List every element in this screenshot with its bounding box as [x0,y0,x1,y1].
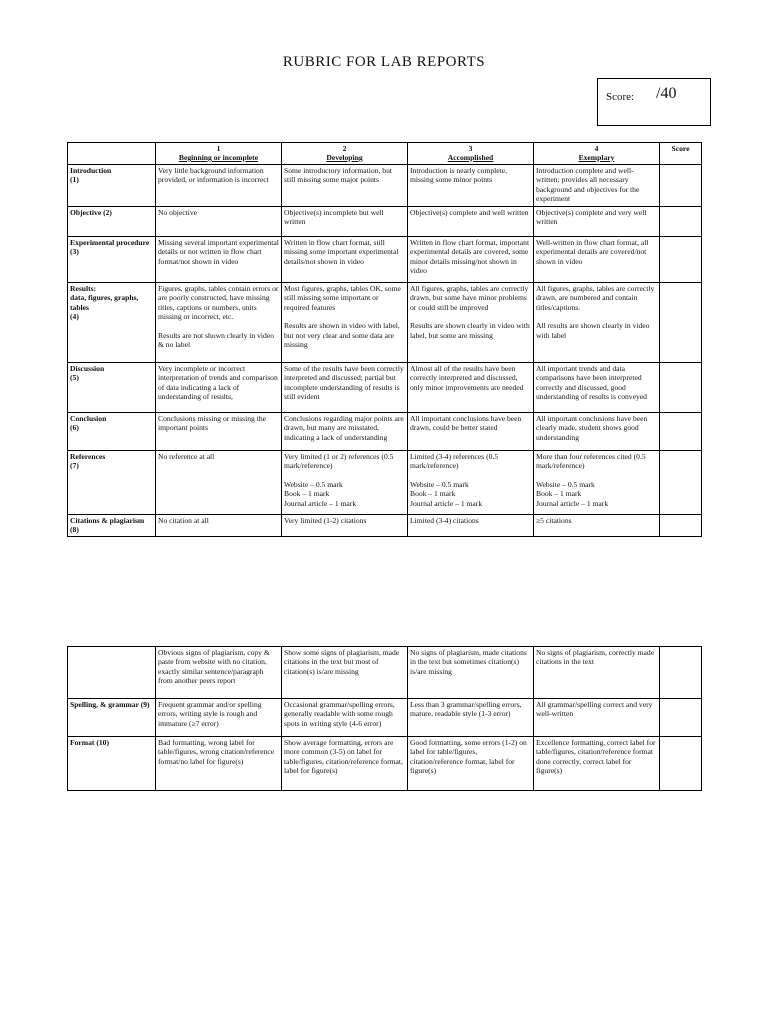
cell-text: Results are not shown clearly in video & no label [158,330,274,350]
rubric-cell [408,165,534,207]
cell-text: All important conclusions have been drawn, could be better stated [410,414,522,433]
cell-text: Some introductory information, but still missing some major points [284,166,392,185]
rubric-cell [408,451,534,515]
criterion-text: (5) [70,373,79,383]
rubric-cell [156,283,282,363]
criterion-cell [68,207,156,237]
criterion-text: Objective (2) [70,208,112,217]
cell-text: Frequent grammar and/or spelling errors, writing style is rough and immature (≥7 error) [158,700,262,728]
cell-text: Occasional grammar/spelling errors, generally readable with some rough spots in writing style (4-6 error) [284,700,395,728]
rubric-cell [408,737,534,791]
cell-text: Most figures, graphs, tables OK, some still missing some important or required features [284,284,401,312]
rubric-cell [156,737,282,791]
rubric-cell [282,737,408,791]
cell-text: Excellence formatting, correct label for table/figures, citation/reference format done correctly, correct label for figure(s) [536,738,656,776]
rubric-cell [408,515,534,537]
cell-text: Written in flow chart format, important experimental details are covered, some minor details missing/not shown in video [410,238,530,276]
level-header: 3 Accomplished [408,143,534,165]
cell-text: Book – 1 mark [410,489,456,499]
cell-text: Well-written in flow chart format, all experimental details are covered/not shown in video [536,238,649,266]
cell-text: Conclusions missing or missing the important points [158,414,267,433]
cell-text: Journal article – 1 mark [536,498,609,508]
cell-text: Obvious signs of plagiarism, copy & paste from website with no citation, exactly similar sentence/paragraph from another peers report [158,648,270,686]
cell-text: No citation at all [158,516,209,525]
cell-text: Written in flow chart format, still missing some important experimental details/not shown in video [284,238,399,266]
criterion-cell [68,237,156,283]
table-row [68,515,702,537]
cell-text: Very limited (1 or 2) references (0.5 mark/reference) [284,452,394,471]
cell-text: All important trends and data comparisons have been interpreted correctly and discussed, good understanding of results is conveyed [536,364,647,402]
rubric-cell [156,647,282,699]
table-row [68,207,702,237]
cell-text: All results are shown clearly in video with label [536,321,650,340]
rubric-cell [282,451,408,515]
cell-text: Very incomplete or incorrect interpretation of trends and comparison of data indicating a lack of understanding of results, [158,364,278,402]
cell-text: Results are shown in video with label, but not very clear and some data are missing [284,321,400,350]
level-header: 1 Beginning or incomplete [156,143,282,165]
criterion-cell [68,647,156,699]
cell-text: Journal article – 1 mark [410,498,483,508]
criterion-cell [68,515,156,537]
score-cell[interactable] [660,737,702,791]
criterion-cell [68,363,156,413]
table-row [68,165,702,207]
table-row [68,647,702,699]
rubric-cell [534,737,660,791]
table-row [68,699,702,737]
rubric-cell [408,363,534,413]
score-cell[interactable] [660,515,702,537]
rubric-cell [156,699,282,737]
criterion-cell [68,737,156,791]
cell-text: Less than 3 grammar/spelling errors, mature, readable style (1-3 error) [410,700,522,719]
rubric-cell [282,647,408,699]
cell-text: Book – 1 mark [536,489,582,499]
cell-text: Some of the results have been correctly interpreted and discussed; partial but incomplete understanding of results is still evident [284,364,404,402]
rubric-cell [282,207,408,237]
level-header: 2 Developing [282,143,408,165]
cell-text: All figures, graphs, tables are correctly drawn, are numbered and contain titles/captions. [536,284,655,312]
criterion-text: Format (10) [70,738,110,747]
table-row [68,283,702,363]
cell-text: Bad formatting, wrong label for table/figures, wrong citation/reference format/no label for figure(s) [158,738,275,766]
cell-text: Introduction is nearly complete, missing some minor points [410,166,508,185]
cell-text: Results are shown clearly in video with label, but some are missing [410,321,530,340]
cell-text: All important conclusions have been clearly made, student shows good understanding [536,414,648,442]
cell-text: Book – 1 mark [284,489,330,499]
cell-text: Missing several important experimental details or not written in flow chart format/not shown in video [158,238,279,266]
criterion-cell [68,165,156,207]
cell-text: Conclusions regarding major points are drawn, but many are misstated, indicating a lack of understanding [284,414,404,442]
rubric-cell [156,413,282,451]
cell-text: Website – 0.5 mark [284,479,343,489]
cell-text: Limited (3-4) citations [410,516,479,525]
rubric-cell [534,283,660,363]
score-cell[interactable] [660,207,702,237]
score-label: Score: [606,91,635,103]
score-cell[interactable] [660,237,702,283]
cell-text: Journal article – 1 mark [284,498,357,508]
score-cell[interactable] [660,413,702,451]
rubric-cell [534,515,660,537]
score-cell[interactable] [660,363,702,413]
cell-text: No signs of plagiarism, made citations in the text but sometimes citation(s) is/are missing [410,648,527,676]
rubric-cell [156,363,282,413]
criterion-text: Results: [70,284,97,293]
rubric-cell [408,283,534,363]
criterion-text: Citations & plagiarism (8) [70,516,145,535]
criterion-text: Experimental procedure [70,238,150,247]
page-title: RUBRIC FOR LAB REPORTS [282,54,486,70]
score-header: Score [660,143,702,165]
cell-text: No signs of plagiarism, correctly made citations in the text [536,648,655,667]
cell-text: Website – 0.5 mark [410,479,469,489]
rubric-cell [534,647,660,699]
rubric-cell [408,207,534,237]
cell-text: Limited (3-4) references (0.5 mark/reference) [410,452,499,471]
cell-text: Very little background information provided, or information is incorrect [158,166,269,185]
cell-text: Very limited (1-2) citations [284,516,367,525]
cell-text: Show average formatting, errors are more common (3-5) on label for table/figures, citation/reference format, label for figure(s) [284,738,403,776]
score-cell[interactable] [660,647,702,699]
rubric-cell [408,647,534,699]
criterion-text: (7) [70,461,79,471]
rubric-cell [534,451,660,515]
table-row [68,737,702,791]
cell-text: Objective(s) complete and very well written [536,208,647,227]
rubric-cell [156,165,282,207]
cell-text: No reference at all [158,452,215,461]
rubric-cell [156,515,282,537]
cell-text: ≥5 citations [536,516,572,525]
cell-text: Objective(s) incomplete but well written [284,208,384,227]
table-row [68,237,702,283]
rubric-cell [408,699,534,737]
rubric-cell [408,413,534,451]
score-cell[interactable] [660,283,702,363]
rubric-cell [282,363,408,413]
rubric-cell [282,413,408,451]
score-cell[interactable] [660,451,702,515]
rubric-table-continued [67,646,702,791]
cell-text: All figures, graphs, tables are correctly drawn, but some have minor problems or could still be improved [410,284,529,312]
criterion-cell [68,451,156,515]
rubric-cell [534,207,660,237]
rubric-cell [282,283,408,363]
cell-text: More than four references cited (0.5 mark/reference) [536,452,646,471]
rubric-cell [534,165,660,207]
criterion-text: Spelling, & grammar (9) [70,700,150,709]
table-row [68,363,702,413]
score-cell[interactable] [660,165,702,207]
cell-text: Objective(s) complete and well written [410,208,529,217]
criterion-text: References [70,452,106,461]
rubric-cell [282,699,408,737]
criterion-text: (4) [70,312,79,322]
criterion-cell [68,283,156,363]
criterion-text: (6) [70,423,79,433]
criterion-cell [68,413,156,451]
cell-text: All grammar/spelling correct and very well-written [536,700,653,719]
table-row [68,413,702,451]
criterion-text: Conclusion [70,414,107,423]
criterion-text: Discussion [70,364,105,373]
criterion-text: (1) [70,175,79,185]
rubric-cell [534,413,660,451]
score-value: /40 [656,85,677,102]
cell-text: Figures, graphs, tables contain errors or are poorly constructed, have missing titles, captions or numbers, units missing or incorrect, etc. [158,284,279,322]
score-cell[interactable] [660,699,702,737]
rubric-cell [156,237,282,283]
rubric-cell [534,237,660,283]
rubric-cell [156,207,282,237]
cell-text: No objective [158,208,198,217]
level-header: 4 Exemplary [534,143,660,165]
cell-text: Website – 0.5 mark [536,479,595,489]
cell-text: Show some signs of plagiarism, made citations in the text but most of citation(s) is/are missing [284,648,400,676]
rubric-table [67,142,702,537]
rubric-cell [282,515,408,537]
rubric-cell [408,237,534,283]
score-box [597,78,711,126]
criterion-cell [68,699,156,737]
criterion-text: (3) [70,247,79,257]
rubric-cell [282,165,408,207]
cell-text: Almost all of the results have been correctly interpreted and discussed, only minor improvements are needed [410,364,524,392]
rubric-cell [156,451,282,515]
criterion-header [68,143,156,165]
table-row [68,451,702,515]
rubric-cell [534,363,660,413]
criterion-text: data, figures, graphs, tables [70,293,139,312]
rubric-cell [534,699,660,737]
criterion-text: Introduction [70,166,112,175]
rubric-cell [282,237,408,283]
cell-text: Good formatting, some errors (1-2) on label for table/figures, citation/reference format, label for figure(s) [410,738,527,776]
cell-text: Introduction complete and well-written; provides all necessary background and objectives for the experiment [536,166,640,204]
